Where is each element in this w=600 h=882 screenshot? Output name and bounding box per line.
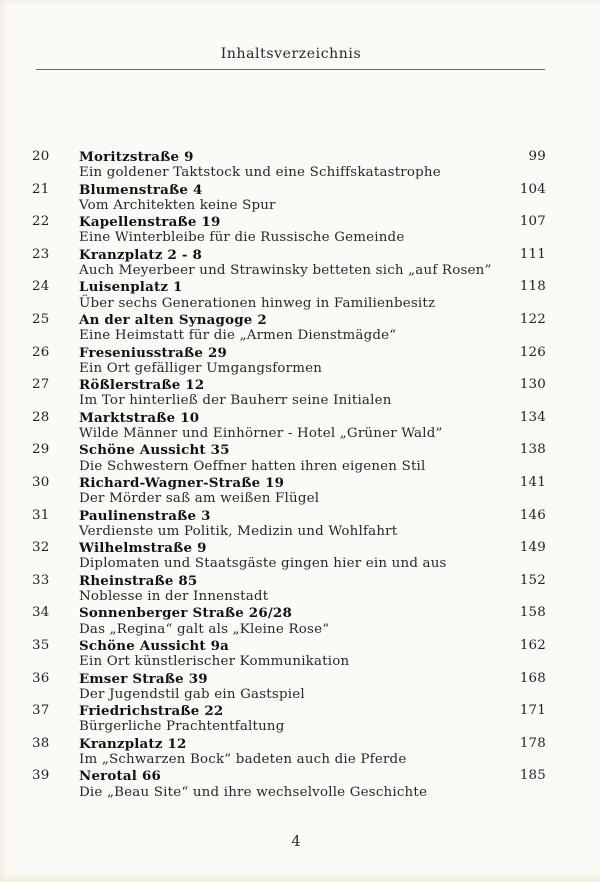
toc-entry [32,312,546,345]
entry-number: 25 [32,311,50,327]
toc-entry [32,475,546,508]
entry-number: 33 [32,572,50,588]
toc-entry [32,508,546,541]
entry-number: 26 [32,344,50,360]
toc-entry [32,214,546,247]
entry-title: Kranzplatz 12 [79,735,187,752]
entry-title: Emser Straße 39 [79,670,208,687]
entry-number: 22 [32,214,50,230]
toc-entry [32,573,546,606]
toc-entry [32,768,546,801]
entry-title: Sonnenberger Straße 26/28 [79,605,292,622]
toc-entry [32,703,546,736]
entry-title: Blumenstraße 4 [79,181,203,198]
entry-page: 185 [519,768,546,784]
entry-number: 38 [32,735,50,751]
entry-title: Friedrichstraße 22 [79,703,224,720]
entry-number: 23 [32,246,50,262]
toc-entry [32,247,546,280]
toc-entry [32,442,546,475]
entry-number: 30 [32,474,50,490]
entry-subtitle: Noblesse in der Innenstadt [79,589,269,605]
entry-title: Marktstraße 10 [79,409,200,426]
toc-entry [32,279,546,312]
entry-title: Rheinstraße 85 [79,572,198,589]
entry-number: 24 [32,279,50,295]
entry-page: 126 [519,344,546,360]
entry-page: 104 [519,181,546,197]
entry-page: 171 [519,703,546,719]
entry-title: Wilhelmstraße 9 [79,540,207,557]
entry-page: 134 [519,409,546,425]
entry-subtitle: Wilde Männer und Einhörner - Hotel „Grüner Wald” [79,426,443,442]
footer-page-number: 4 [291,834,301,850]
toc-entry [32,671,546,704]
toc-entry [32,377,546,410]
entry-title: Paulinenstraße 3 [79,507,211,524]
scan-edge-bottom [0,871,600,882]
toc-entry [32,149,546,182]
toc-entry [32,736,546,769]
entry-number: 37 [32,703,50,719]
entry-number: 31 [32,507,50,523]
entry-page: 141 [519,474,546,490]
entry-page: 162 [519,637,546,653]
entry-title: Schöne Aussicht 9a [79,637,230,654]
toc-entry [32,410,546,443]
toc-entry [32,638,546,671]
entry-title: Nerotal 66 [79,768,161,785]
entry-title: Moritzstraße 9 [79,149,194,165]
entry-page: 158 [519,605,546,621]
page-header-title: Inhaltsverzeichnis [220,46,362,62]
entry-subtitle: Ein Ort gefälliger Umgangsformen [79,360,323,376]
entry-subtitle: Das „Regina“ galt als „Kleine Rose“ [79,621,330,637]
entry-title: Rößlerstraße 12 [79,377,205,394]
toc-list [32,149,546,801]
entry-title: Kranzplatz 2 - 8 [79,246,203,263]
toc-entry [32,605,546,638]
entry-subtitle: Eine Winterbleibe für die Russische Gemeinde [79,230,405,246]
header-divider [36,69,545,70]
entry-page: 149 [519,540,546,556]
entry-subtitle: Ein Ort künstlerischer Kommunikation [79,654,350,670]
entry-page: 138 [519,442,546,458]
entry-subtitle: Bürgerliche Prachtentfaltung [79,719,285,735]
entry-title: Richard-Wagner-Straße 19 [79,474,285,491]
entry-subtitle: Der Jugendstil gab ein Gastspiel [79,686,305,702]
entry-title: Schöne Aussicht 35 [79,442,230,459]
toc-entry [32,540,546,573]
entry-number: 27 [32,377,50,393]
entry-subtitle: Im „Schwarzen Bock” badeten auch die Pferde [79,751,407,767]
entry-subtitle: Auch Meyerbeer und Strawinsky betteten sich „auf Rosen” [79,263,492,279]
entry-number: 35 [32,637,50,653]
entry-subtitle: Ein goldener Taktstock und eine Schiffskatastrophe [79,165,441,181]
scan-edge-left [0,0,8,882]
entry-title: Kapellenstraße 19 [79,214,221,231]
entry-subtitle: Verdienste um Politik, Medizin und Wohlfahrt [79,523,398,539]
entry-title: An der alten Synagoge 2 [79,311,267,328]
entry-subtitle: Diplomaten und Staatsgäste gingen hier ein und aus [79,556,447,572]
entry-page: 130 [519,377,546,393]
toc-entry [32,345,546,378]
entry-number: 21 [32,181,50,197]
entry-number: 29 [32,442,50,458]
entry-page: 111 [519,246,546,262]
entry-subtitle: Die Schwestern Oeffner hatten ihren eigenen Stil [79,458,426,474]
entry-subtitle: Die „Beau Site“ und ihre wechselvolle Geschichte [79,784,428,800]
entry-page: 152 [519,572,546,588]
entry-page: 122 [519,311,546,327]
entry-page: 107 [519,214,546,230]
entry-subtitle: Eine Heimstatt für die „Armen Dienstmägde“ [79,328,397,344]
entry-page: 168 [519,670,546,686]
entry-title: Freseniusstraße 29 [79,344,228,361]
toc-entry [32,182,546,215]
entry-subtitle: Im Tor hinterließ der Bauherr seine Initialen [79,393,392,409]
entry-number: 36 [32,670,50,686]
entry-page: 99 [528,149,546,164]
entry-title: Luisenplatz 1 [79,279,183,296]
entry-number: 32 [32,540,50,556]
entry-number: 28 [32,409,50,425]
entry-page: 146 [519,507,546,523]
entry-page: 178 [519,735,546,751]
entry-subtitle: Vom Architekten keine Spur [79,197,276,213]
entry-page: 118 [519,279,546,295]
scan-edge-top [0,0,600,5]
entry-subtitle: Über sechs Generationen hinweg in Familienbesitz [79,295,436,311]
entry-subtitle: Der Mörder saß am weißen Flügel [79,491,320,507]
entry-number: 39 [32,768,50,784]
entry-number: 20 [32,149,50,164]
entry-number: 34 [32,605,50,621]
